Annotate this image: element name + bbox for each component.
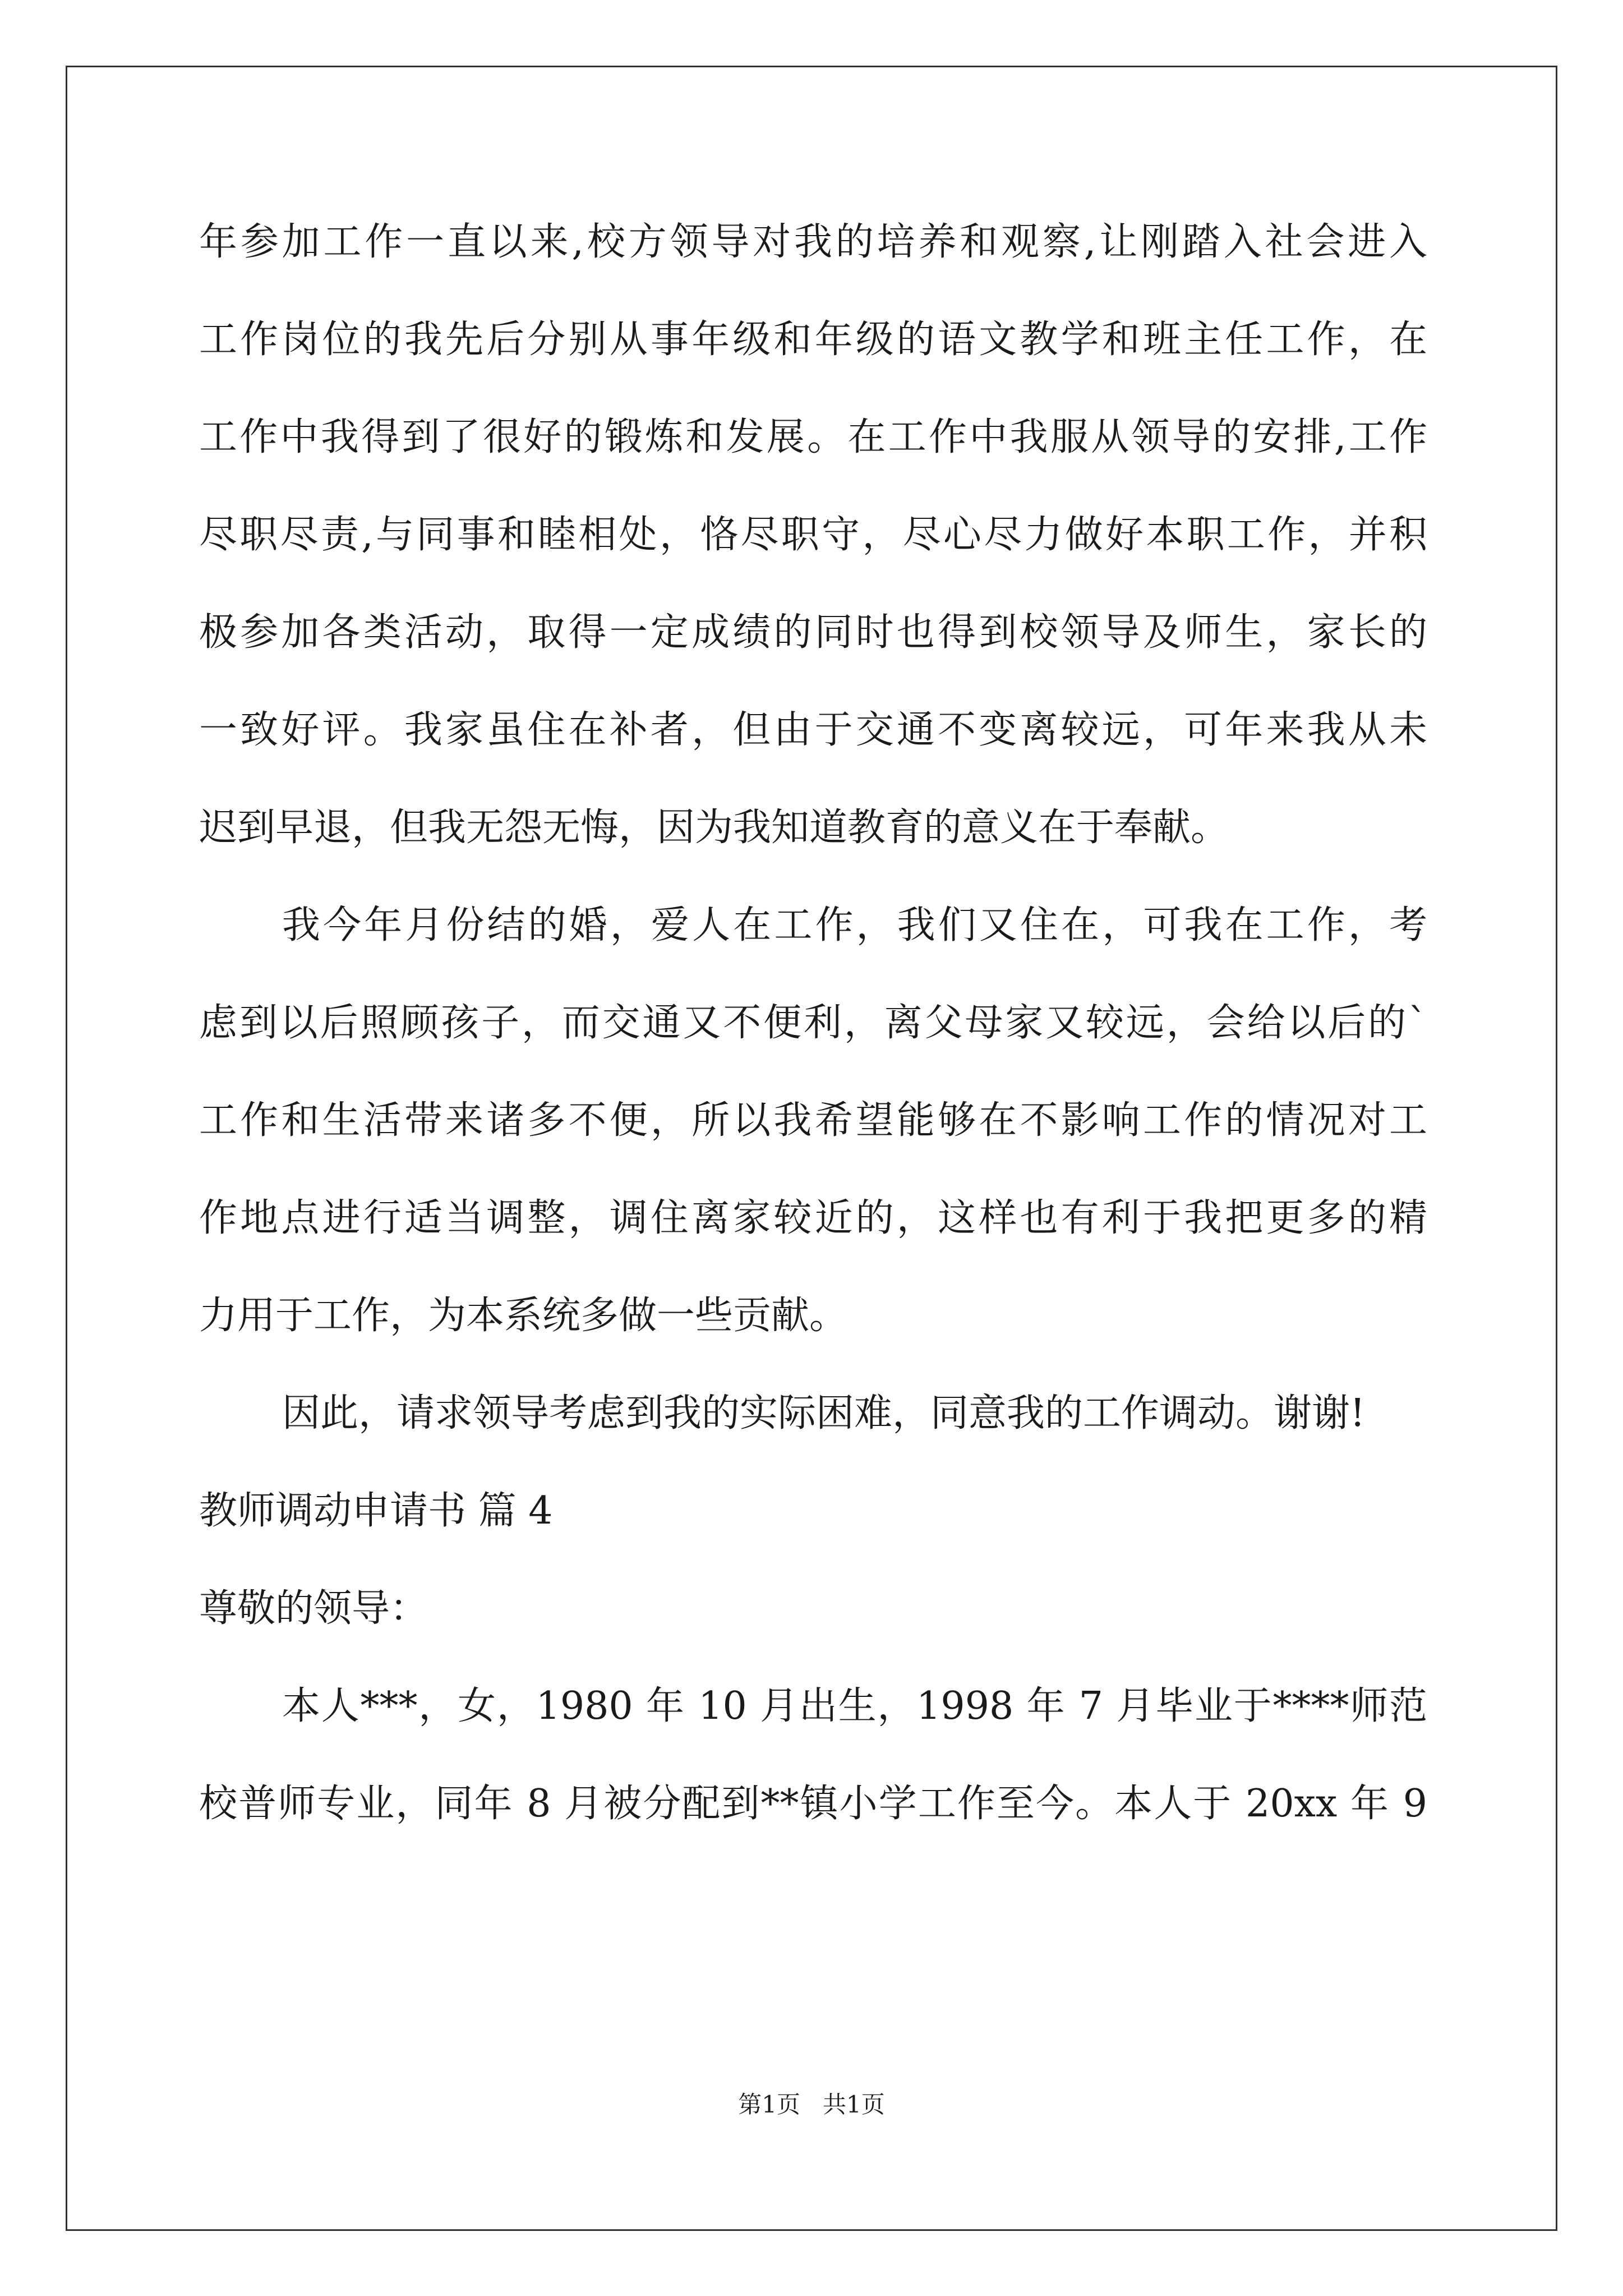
text-line: 力用于工作，为本系统多做一些贡献。 [199,1294,848,1338]
document-body [199,194,1427,1853]
text-line: 迟到早退，但我无怨无悔，因为我知道教育的意义在于奉献。 [199,806,1229,850]
salutation: 尊敬的领导： [199,1586,428,1631]
text-line: 极参加各类活动，取得一定成绩的同时也得到校领导及师生，家长的 [199,610,1427,655]
paragraph-first-line: 我今年月份结的婚，爱人在工作，我们又住在，可我在工作，考 [282,903,1427,947]
text-line: 一致好评。我家虽住在补者，但由于交通不变离较远，可年来我从未 [199,708,1427,752]
text-line: 工作和生活带来诸多不便，所以我希望能够在不影响工作的情况对工 [199,1098,1427,1143]
text-line: 年参加工作一直以来,校方领导对我的培养和观察,让刚踏入社会进入 [199,220,1427,264]
text-line: 工作岗位的我先后分别从事年级和年级的语文教学和班主任工作，在 [199,318,1427,362]
text-line: 虑到以后照顾孩子，而交通又不便利，离父母家又较远，会给以后的` [199,1001,1427,1045]
paragraph-first-line: 本人***，女，1980 年 10 月出生，1998 年 7 月毕业于****师范 [282,1684,1427,1728]
text-line: 校普师专业，同年 8 月被分配到**镇小学工作至今。本人于 20xx 年 9 [199,1782,1427,1826]
section-heading: 教师调动申请书 篇 4 [199,1489,553,1533]
text-line: 作地点进行适当调整，调住离家较近的，这样也有利于我把更多的精 [199,1196,1427,1240]
paragraph-first-line: 因此，请求领导考虑到我的实际困难，同意我的工作调动。谢谢! [282,1391,1366,1435]
page-footer: 第1页 共1页 [738,2091,885,2118]
text-line: 工作中我得到了很好的锻炼和发展。在工作中我服从领导的安排,工作 [199,415,1427,459]
text-line: 尽职尽责,与同事和睦相处，恪尽职守，尽心尽力做好本职工作，并积 [199,513,1427,557]
